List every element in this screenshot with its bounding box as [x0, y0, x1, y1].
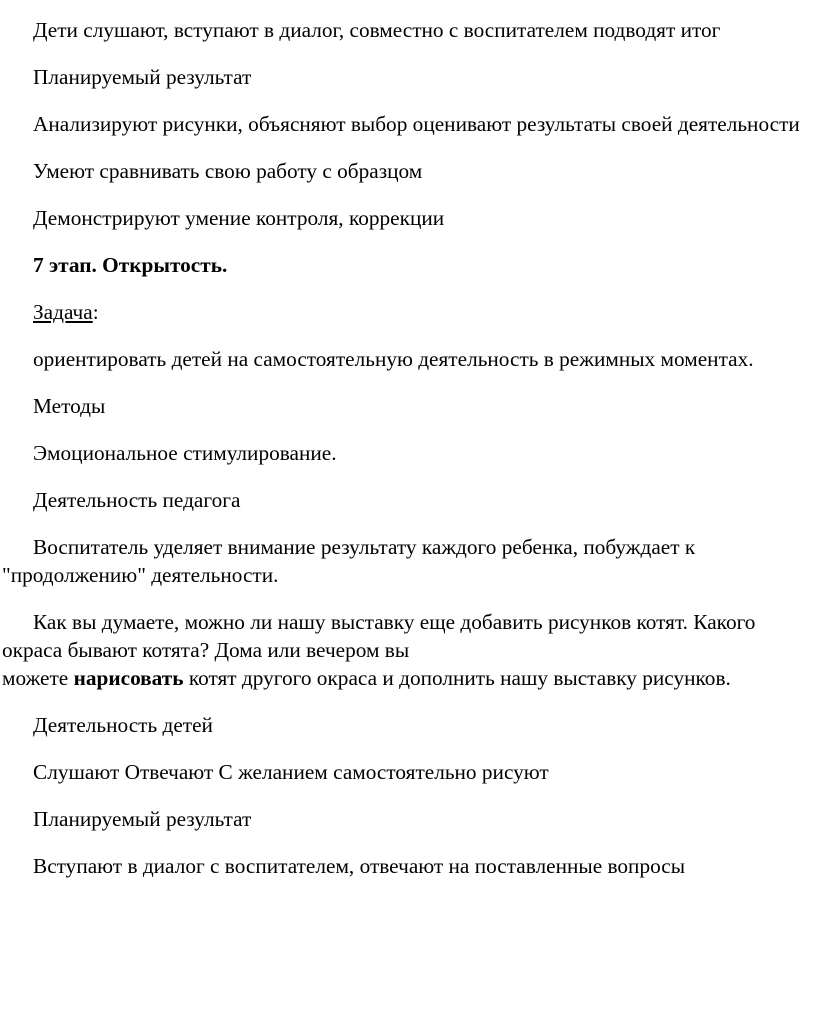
paragraph-children-respond: Слушают Отвечают С желанием самостоятельно рисуют — [33, 760, 549, 784]
document-page — [0, 16, 800, 899]
task-label-paragraph — [2, 298, 800, 326]
exhibition-question-can: можете — [2, 666, 74, 690]
paragraph-children-dialog: Дети слушают, вступают в диалог, совместно с воспитателем подводят итог — [33, 18, 721, 42]
paragraph-analyze-drawings: Анализируют рисунки, объясняют выбор оценивают результаты своей деятельности — [33, 112, 800, 136]
stage-heading: 7 этап. Открытость. — [33, 253, 228, 277]
task-label: Задача — [33, 300, 93, 324]
paragraph-planned-result-1: Планируемый результат — [33, 65, 252, 89]
paragraph-exhibition-question — [2, 608, 800, 692]
exhibition-question-rest: котят другого окраса и дополнить нашу выставку рисунков. — [183, 666, 731, 690]
paragraph-planned-result-2: Планируемый результат — [33, 807, 252, 831]
exhibition-question-draw: нарисовать — [73, 666, 184, 690]
paragraph-emotional-stimulation: Эмоциональное стимулирование. — [33, 441, 337, 465]
exhibition-question-text: Как вы думаете, можно ли нашу выставку еще добавить рисунков котят. Какого окраса бывают котята? Дома или вечером вы — [2, 610, 756, 662]
paragraph-teacher-activity: Деятельность педагога — [33, 488, 241, 512]
task-colon: : — [92, 300, 99, 324]
paragraph-compare-work: Умеют сравнивать свою работу с образцом — [33, 159, 423, 183]
paragraph-task-description: ориентировать детей на самостоятельную деятельность в режимных моментах. — [33, 347, 754, 371]
paragraph-control-correction: Демонстрируют умение контроля, коррекции — [33, 206, 445, 230]
paragraph-dialog-with-teacher: Вступают в диалог с воспитателем, отвечают на поставленные вопросы — [33, 854, 686, 878]
paragraph-teacher-attention: Воспитатель уделяет внимание результату каждого ребенка, побуждает к "продолжению" деятельности. — [2, 535, 696, 587]
paragraph-methods: Методы — [33, 394, 106, 418]
paragraph-children-activity: Деятельность детей — [33, 713, 213, 737]
